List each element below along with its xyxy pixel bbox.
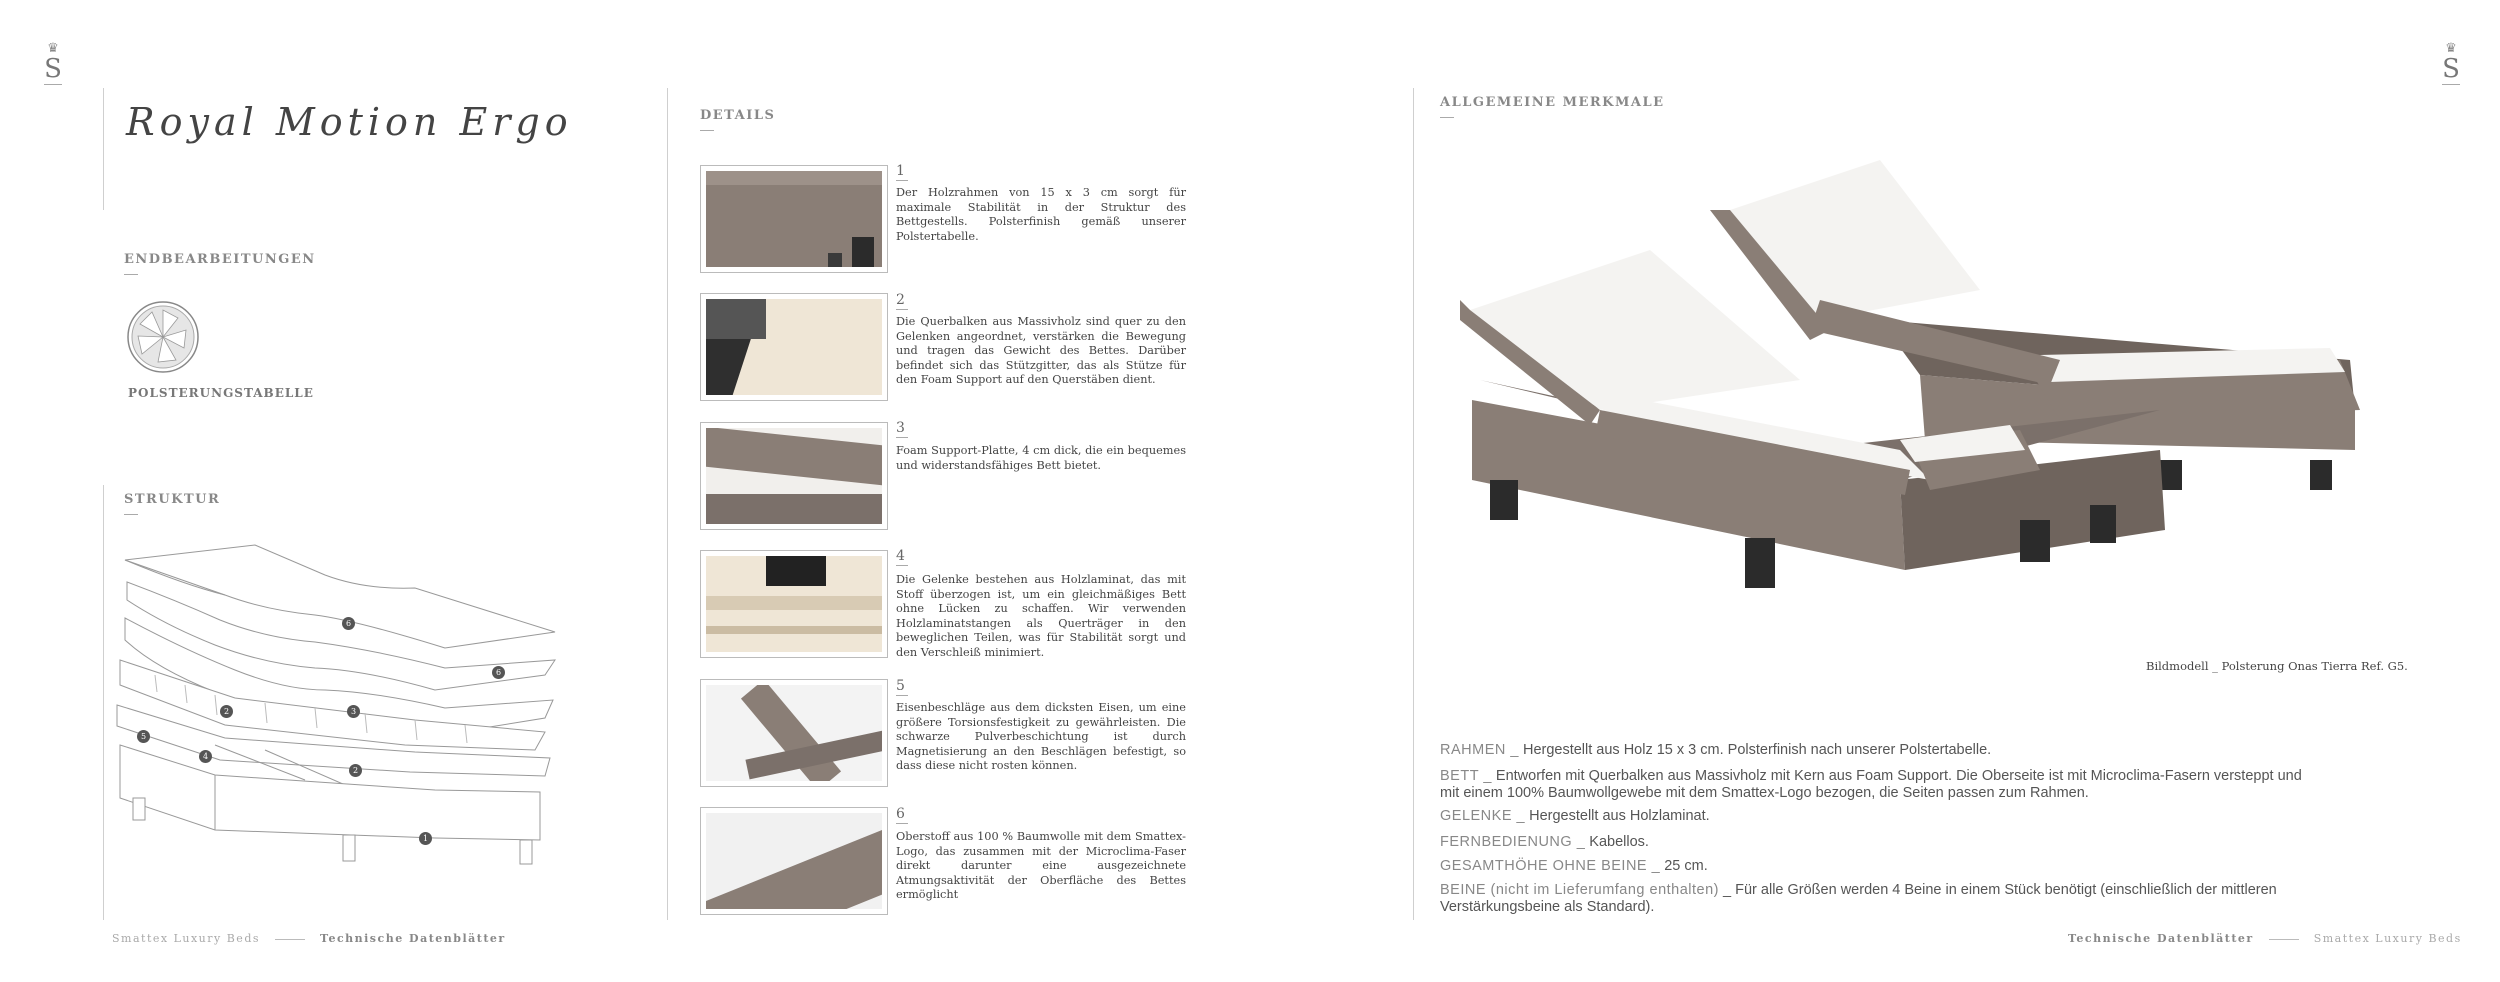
detail-number: 6 — [896, 806, 908, 824]
structure-heading: STRUKTUR — [124, 492, 220, 515]
footer-separator — [2269, 939, 2299, 940]
logo-underline — [44, 84, 62, 85]
layer-marker: 4 — [199, 750, 212, 763]
spec-label: FERNBEDIENUNG _ — [1440, 834, 1586, 850]
footer-separator — [275, 939, 305, 940]
detail-thumbnail-3 — [700, 422, 888, 530]
layer-marker: 1 — [419, 832, 432, 845]
spec-frame — [1440, 742, 2320, 759]
logo-underline — [2442, 84, 2460, 85]
spec-label: BEINE (nicht im Lieferumfang enthalten) — [1440, 882, 1720, 898]
brand-logo-right — [2440, 42, 2462, 88]
crown-icon: ♛ — [2445, 41, 2457, 56]
spec-text: Entworfen mit Querbalken aus Massivholz mit Kern aus Foam Support. Die Oberseite ist mit Microclima-Fasern versteppt und mit einem 100% Baumwollgewebe mit dem Smattex-Logo bezogen, die Seiten passen zum Rahmen. — [1440, 768, 2302, 801]
detail-description: Foam Support-Platte, 4 cm dick, die ein bequemes und widerstandsfähiges Bett bietet. — [896, 444, 1186, 472]
spec-text: Hergestellt aus Holz 15 x 3 cm. Polsterfinish nach unserer Polstertabelle. — [1518, 742, 1992, 758]
column-divider-1 — [667, 88, 668, 920]
spec-text: 25 cm. — [1660, 858, 1708, 874]
spec-text: Kabellos. — [1585, 834, 1649, 850]
footer-right — [2068, 932, 2462, 945]
spec-legs — [1440, 882, 2320, 916]
spec-label: GELENKE _ — [1440, 808, 1526, 824]
layer-marker: 3 — [347, 705, 360, 718]
page-title: Royal Motion Ergo — [126, 100, 573, 144]
features-heading: ALLGEMEINE MERKMALE — [1440, 95, 1665, 118]
logo-letter: S — [44, 54, 62, 84]
spec-joints — [1440, 808, 2320, 825]
spec-label: BETT _ — [1440, 768, 1492, 784]
footer-brand: Smattex Luxury Beds — [2313, 932, 2462, 945]
finishes-heading: ENDBEARBEITUNGEN — [124, 252, 316, 275]
detail-thumbnail-6 — [700, 807, 888, 915]
upholstery-swatch-icon[interactable] — [126, 300, 200, 374]
spec-label: RAHMEN _ — [1440, 742, 1519, 758]
layer-marker: 6 — [492, 666, 505, 679]
detail-description: Eisenbeschläge aus dem dicksten Eisen, um eine größere Torsionsfestigkeit zu gewährleisten. Die schwarze Pulverbeschichtung ist durch Magnetisierung an den Beschlägen befestigt, so dass diese nicht rosten können. — [896, 701, 1186, 773]
detail-thumbnail-2 — [700, 293, 888, 401]
detail-number: 5 — [896, 678, 908, 696]
spec-remote — [1440, 834, 2320, 851]
detail-thumbnail-4 — [700, 550, 888, 658]
detail-number: 4 — [896, 548, 908, 566]
upholstery-table-link[interactable]: POLSTERUNGSTABELLE — [128, 386, 314, 400]
detail-thumbnail-1 — [700, 165, 888, 273]
photo-caption: Bildmodell _ Polsterung Onas Tierra Ref. G5. — [2146, 659, 2408, 673]
crown-icon: ♛ — [47, 41, 59, 56]
footer-brand: Smattex Luxury Beds — [112, 932, 261, 945]
title-rule — [103, 88, 104, 210]
footer-doc-title: Technische Datenblätter — [2068, 932, 2254, 945]
logo-letter: S — [2442, 54, 2460, 84]
spec-bed — [1440, 768, 2320, 802]
layer-marker: 2 — [220, 705, 233, 718]
footer-doc-title: Technische Datenblätter — [320, 932, 506, 945]
detail-description: Die Gelenke bestehen aus Holzlaminat, das mit Stoff überzogen ist, um ein gleichmäßiges Bett ohne Lücken zu schaffen. Wir verwenden Holzlaminatstangen als Querträger in den beweglichen Teilen, was für Stabilität sorgt und den Verschleiß minimiert. — [896, 573, 1186, 659]
column-divider-2 — [1413, 88, 1414, 920]
detail-description: Der Holzrahmen von 15 x 3 cm sorgt für maximale Stabilität in der Struktur des Bettgestells. Polsterfinish gemäß unserer Polstertabelle. — [896, 186, 1186, 243]
detail-thumbnail-5 — [700, 679, 888, 787]
detail-number: 3 — [896, 420, 908, 438]
detail-description: Die Querbalken aus Massivholz sind quer zu den Gelenken angeordnet, verstärken die Bewegung und tragen das Gewicht des Bettes. Darüber befindet sich das Stützgitter, das als Stütze für den Foam Support auf den Querstäben dient. — [896, 315, 1186, 387]
detail-number: 1 — [896, 163, 908, 181]
details-heading: DETAILS — [700, 108, 775, 131]
structure-rule — [103, 485, 104, 920]
spec-text: _ Für alle Größen werden 4 Beine in einem Stück benötigt (einschließlich der mittleren Verstärkungsbeine als Standard). — [1440, 882, 2277, 915]
layer-marker: 6 — [342, 617, 355, 630]
bed-product-photo — [1460, 150, 2380, 680]
brand-logo-left — [42, 42, 64, 88]
layer-marker: 2 — [349, 764, 362, 777]
detail-description: Oberstoff aus 100 % Baumwolle mit dem Smattex-Logo, das zusammen mit der Microclima-Faser direkt darunter eine ausgezeichnete Atmungsaktivität der Oberfläche des Bettes ermöglicht — [896, 830, 1186, 902]
layer-marker: 5 — [137, 730, 150, 743]
spec-label: GESAMTHÖHE OHNE BEINE _ — [1440, 858, 1661, 874]
exploded-structure-diagram — [115, 540, 565, 910]
detail-number: 2 — [896, 292, 908, 310]
spec-text: Hergestellt aus Holzlaminat. — [1525, 808, 1710, 824]
footer-left — [112, 932, 506, 945]
spec-height — [1440, 858, 2320, 875]
